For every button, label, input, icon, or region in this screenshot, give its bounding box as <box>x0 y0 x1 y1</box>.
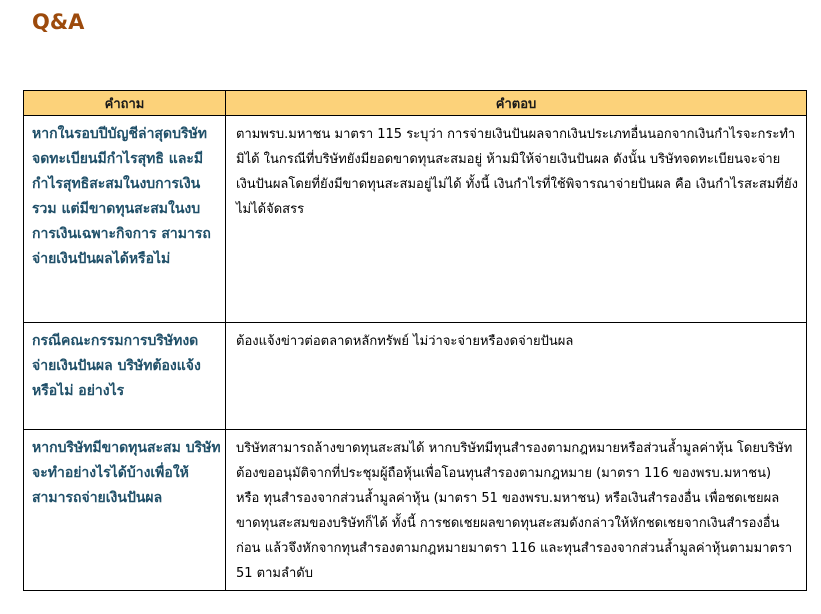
question-column-header: คำถาม <box>24 91 226 116</box>
answer-column-header: คำตอบ <box>226 91 807 116</box>
table-row <box>24 323 807 430</box>
qa-table <box>23 90 807 591</box>
answer-cell: ต้องแจ้งข่าวต่อตลาดหลักทรัพย์ ไม่ว่าจะจ่ายหรืองดจ่ายปันผล <box>226 323 807 430</box>
question-cell: กรณีคณะกรรมการบริษัทงดจ่ายเงินปันผล บริษัทต้องแจ้งหรือไม่ อย่างไร <box>24 323 226 430</box>
question-cell: หากในรอบปีบัญชีล่าสุดบริษัทจดทะเบียนมีกำไรสุทธิ และมีกำไรสุทธิสะสมในงบการเงินรวม แต่มีขาดทุนสะสมในงบการเงินเฉพาะกิจการ สามารถจ่ายเงินปันผลได้หรือไม่ <box>24 116 226 323</box>
table-row <box>24 116 807 323</box>
page-title: Q&A <box>32 10 85 34</box>
header-row <box>24 91 807 116</box>
question-cell: หากบริษัทมีขาดทุนสะสม บริษัทจะทำอย่างไรได้บ้างเพื่อให้สามารถจ่ายเงินปันผล <box>24 430 226 591</box>
answer-cell: บริษัทสามารถล้างขาดทุนสะสมได้ หากบริษัทมีทุนสำรองตามกฎหมายหรือส่วนล้ำมูลค่าหุ้น โดยบริษัทต้องขออนุมัติจากที่ประชุมผู้ถือหุ้นเพื่อโอนทุนสำรองตามกฎหมาย (มาตรา 116 ของพรบ.มหาชน) หรือ ทุนสำรองจากส่วนล้ำมูลค่าหุ้น (มาตรา 51 ของพรบ.มหาชน) หรือเงินสำรองอื่น เพื่อชดเชยผลขาดทุนสะสมของบริษัทก็ได้ ทั้งนี้ การชดเชยผลขาดทุนสะสมดังกล่าวให้หักชดเชยจากเงินสำรองอื่นก่อน แล้วจึงหักจากทุนสำรองตามกฎหมายมาตรา 116 และทุนสำรองจากส่วนล้ำมูลค่าหุ้นตามมาตรา 51 ตามลำดับ <box>226 430 807 591</box>
answer-cell: ตามพรบ.มหาชน มาตรา 115 ระบุว่า การจ่ายเงินปันผลจากเงินประเภทอื่นนอกจากเงินกำไรจะกระทำมิได้ ในกรณีที่บริษัทยังมียอดขาดทุนสะสมอยู่ ห้ามมิให้จ่ายเงินปันผล ดังนั้น บริษัทจดทะเบียนจะจ่ายเงินปันผลโดยที่ยังมีขาดทุนสะสมอยู่ไม่ได้ ทั้งนี้ เงินกำไรที่ใช้พิจารณาจ่ายปันผล คือ เงินกำไรสะสมที่ยังไม่ได้จัดสรร <box>226 116 807 323</box>
table-row <box>24 430 807 591</box>
